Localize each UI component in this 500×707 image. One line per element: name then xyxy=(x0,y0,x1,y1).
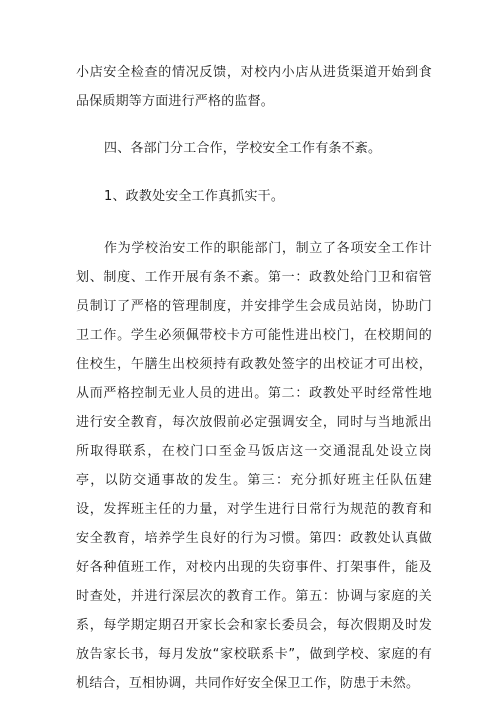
document-page xyxy=(76,58,432,698)
subsection-heading: 1、政教处安全工作真抓实干。 xyxy=(104,189,285,204)
body-paragraph: 作为学校治安工作的职能部门，制立了各项安全工作计划、制度、工作开展有条不紊。第一：政教处给门卫和宿管员制订了严格的管理制度，并安排学生会成员站岗，协助门卫工作。学生必须佩带校卡方可能性进出校门，在校期间的住校生，午膳生出校须持有政教处签字的出校证才可出校，从而严格控制无业人员的进出。第二：政教处平时经常性地进行安全教育，每次放假前必定强调安全，同时与当地派出所取得联系，在校门口至金马饭店这一交通混乱处设立岗亭，以防交通事故的发生。第三：充分抓好班主任队伍建设，发挥班主任的力量，对学生进行日常行为规范的教育和安全教育，培养学生良好的行为习惯。第四：政教处认真做好各种值班工作，对校内出现的失窃事件、打架事件，能及时查处，并进行深层次的教育工作。第五：协调与家庭的关系，每学期定期召开家长会和家长委员会，每次假期及时发放告家长书，每月发放“家校联系卡”，做到学校、家庭的有机结合，互相协调，共同作好安全保卫工作，防患于未然。 xyxy=(76,241,432,691)
section-heading: 四、各部门分工合作，学校安全工作有条不紊。 xyxy=(104,141,382,156)
continuation-paragraph: 小店安全检查的情况反馈，对校内小店从进货渠道开始到食品保质期等方面进行严格的监督。 xyxy=(76,65,432,109)
